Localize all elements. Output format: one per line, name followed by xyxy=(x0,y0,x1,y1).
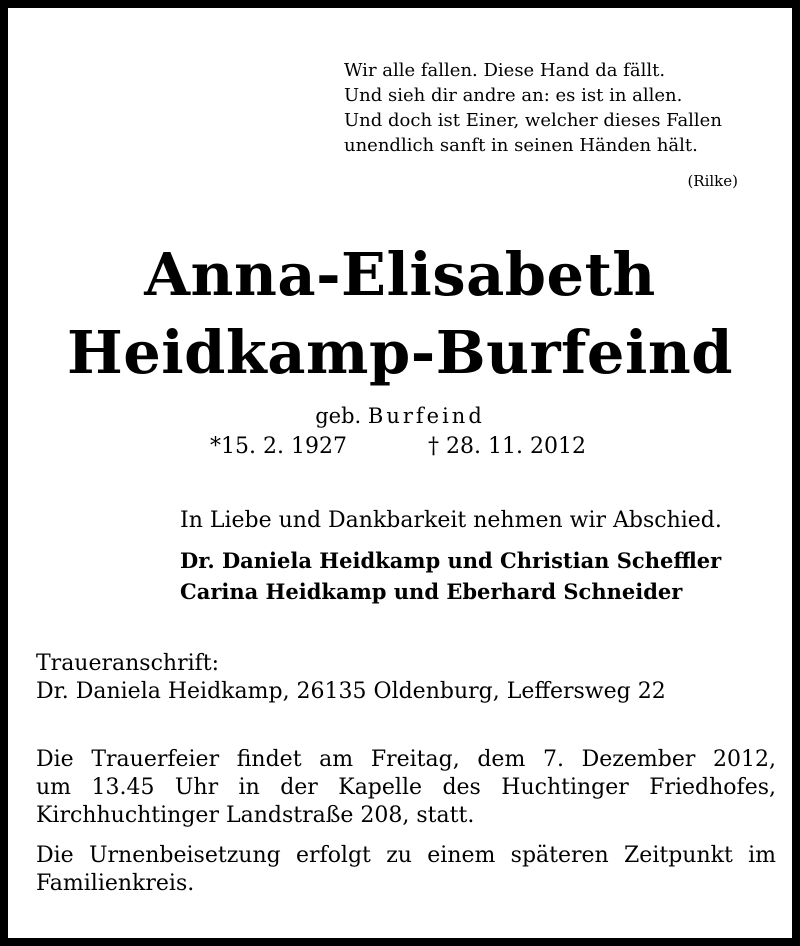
poem-line: unendlich sanft in seinen Händen hält. xyxy=(344,135,698,156)
birth-date: *15. 2. 1927 xyxy=(210,434,347,459)
poem-line: Wir alle fallen. Diese Hand da fällt. xyxy=(344,60,666,81)
maiden-name xyxy=(8,404,792,428)
poem-line: Und doch ist Einer, welcher dieses Fallen xyxy=(344,110,722,131)
farewell-text: In Liebe und Dankbarkeit nehmen wir Abschied. xyxy=(180,508,722,533)
poem-line: Und sieh dir andre an: es ist in allen. xyxy=(344,85,683,106)
deceased-last-name: Heidkamp-Burfeind xyxy=(66,318,734,387)
mourning-address-label: Traueranschrift: xyxy=(36,651,220,676)
death-date: † 28. 11. 2012 xyxy=(428,434,586,459)
urn-line: Die Urnenbeisetzung erfolgt zu einem späteren Zeitpunkt im xyxy=(36,843,776,868)
urn-burial-note xyxy=(36,842,776,898)
funeral-announcement xyxy=(36,746,776,830)
funeral-line: Die Trauerfeier findet am Freitag, dem 7. Dezember 2012, xyxy=(36,747,776,772)
deceased-first-name: Anna-Elisabeth xyxy=(144,240,656,309)
funeral-line: um 13.45 Uhr in der Kapelle des Huchtinger Friedhofes, xyxy=(36,775,776,800)
poem-source: (Rilke) xyxy=(687,172,738,190)
funeral-line: Kirchhuchtinger Landstraße 208, statt. xyxy=(36,803,475,828)
mourner-line: Carina Heidkamp und Eberhard Schneider xyxy=(180,579,683,604)
maiden-surname: Burfeind xyxy=(367,404,485,428)
mourning-address: Dr. Daniela Heidkamp, 26135 Oldenburg, Leffersweg 22 xyxy=(36,679,666,704)
maiden-prefix: geb. xyxy=(315,404,362,428)
mourner-line: Dr. Daniela Heidkamp und Christian Scheffler xyxy=(180,548,722,573)
urn-line: Familienkreis. xyxy=(36,871,195,896)
poem-quote xyxy=(344,58,722,158)
